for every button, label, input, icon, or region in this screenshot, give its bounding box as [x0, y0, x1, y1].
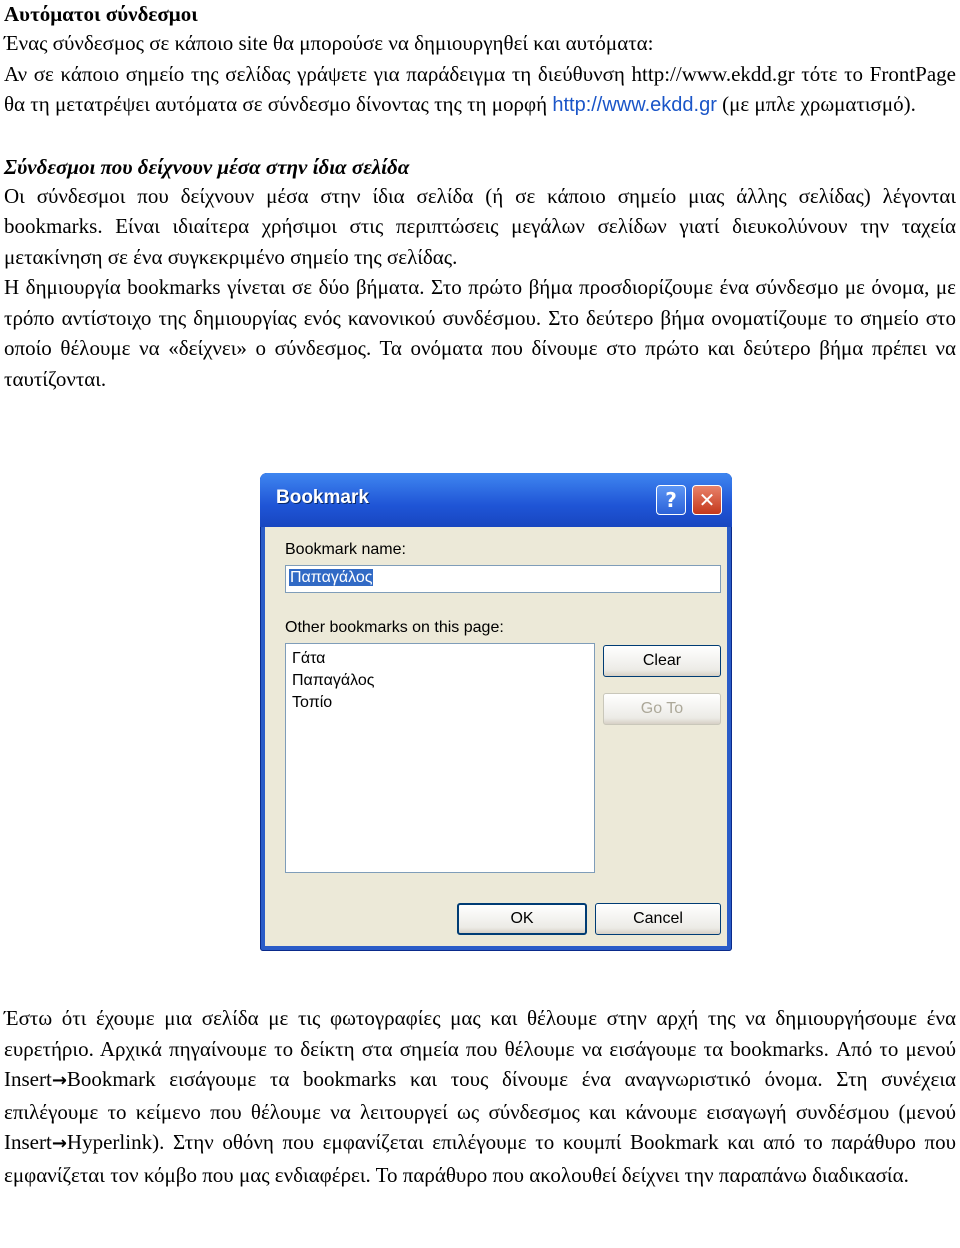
- other-bookmarks-label: Other bookmarks on this page:: [285, 619, 504, 636]
- paragraph: Οι σύνδεσμοι που δείχνουν μέσα στην ίδια σελίδα (ή σε κάποιο σημείο μιας άλλης σελίδας) λέγονται bookmarks. Είναι ιδιαίτερα χρήσιμοι στις περιπτώσεις μεγάλων σελίδων γιατί διευκολύνουν την ταχεία μετακίνηση σε ένα συγκεκριμένο σημείο της σελίδας.: [4, 183, 956, 269]
- clear-button[interactable]: Clear: [603, 645, 721, 677]
- go-to-button[interactable]: Go To: [603, 693, 721, 725]
- bookmark-name-input[interactable]: [285, 565, 721, 593]
- bookmark-dialog: [260, 473, 732, 951]
- dialog-title: Bookmark: [276, 487, 369, 508]
- help-button[interactable]: ?: [656, 485, 686, 515]
- paragraph: Ένας σύνδεσμος σε κάποιο site θα μπορούσε να δημιουργηθεί και αυτόματα:: [4, 31, 654, 55]
- paragraph: Η δημιουργία bookmarks γίνεται σε δύο βήματα. Στο πρώτο βήμα προσδιορίζουμε ένα σύνδεσμο με όνομα, με τρόπο αντίστοιχο της δημιουργίας ενός κανονικού συνδέσμου. Στο δεύτερο βήμα ονοματίζουμε το σημείο στο οποίο θέλουμε να «δείχνει» ο σύνδεσμος. Τα ονόματα που δίνουμε στο πρώτο και δεύτερο βήμα πρέπει να ταυτίζονται.: [4, 275, 956, 391]
- cancel-button[interactable]: Cancel: [595, 903, 721, 935]
- paragraph: [4, 59, 956, 121]
- list-item[interactable]: Παπαγάλος: [292, 672, 375, 689]
- paragraph-text: Bookmark εισάγουμε τα bookmarks και τους δίνουμε ένα αναγνωριστικό όνομα. Στη συνέχεια επιλέγουμε το κείμενο που θέλουμε να λειτουργεί ως σύνδεσμος και κάνουμε εισαγωγή συνδέσμου (μενού Insert: [4, 1067, 956, 1154]
- paragraph-text: Αν σε κάποιο σημείο της σελίδας γράψετε για παράδειγμα τη διεύθυνση http://www.ekdd.gr τότε το FrontPage θα τη μετατρέψει αυτόματα σε σύνδεσμο δίνοντας της τη μορφή: [4, 61, 956, 116]
- paragraph: [4, 1003, 956, 1190]
- example-link[interactable]: http://www.ekdd.gr: [552, 94, 717, 116]
- document-continued: [4, 1003, 956, 1190]
- bookmarks-listbox[interactable]: [285, 643, 595, 873]
- paragraph-text: (με μπλε χρωματισμό).: [716, 92, 916, 116]
- ok-button[interactable]: OK: [457, 903, 587, 935]
- list-item[interactable]: Τοπίο: [292, 694, 333, 711]
- close-button[interactable]: ✕: [692, 485, 722, 515]
- arrow-icon: →: [51, 1070, 67, 1091]
- arrow-icon: →: [51, 1133, 67, 1154]
- bookmark-name-value: Παπαγάλος: [290, 569, 373, 586]
- heading-bookmarks: Σύνδεσμοι που δείχνουν μέσα στην ίδια σελίδα: [4, 154, 410, 179]
- document: [4, 0, 956, 394]
- paragraph-text: Hyperlink). Στην οθόνη που εμφανίζεται επιλέγουμε το κουμπί Bookmark και από το παράθυρο που εμφανίζεται τον κόμβο που μας ενδιαφέρει. Το παράθυρο που ακολουθεί δείχνει την παραπάνω διαδικασία.: [4, 1130, 956, 1187]
- dialog-body: [265, 527, 727, 946]
- bookmark-name-label: Bookmark name:: [285, 541, 406, 558]
- dialog-titlebar: [260, 473, 732, 527]
- bookmark-dialog-screenshot: [260, 473, 732, 951]
- paragraph-text: Έστω ότι έχουμε μια σελίδα με τις φωτογραφίες μας και θέλουμε στην αρχή της να δημιουργήσουμε ένα ευρετήριο. Αρχικά πηγαίνουμε το δείκτη στα σημεία που θέλουμε να εισάγουμε τα bookmarks. Από το μενού Insert: [4, 1006, 956, 1091]
- list-item[interactable]: Γάτα: [292, 650, 326, 667]
- heading-auto-links: Αυτόματοι σύνδεσμοι: [4, 2, 198, 26]
